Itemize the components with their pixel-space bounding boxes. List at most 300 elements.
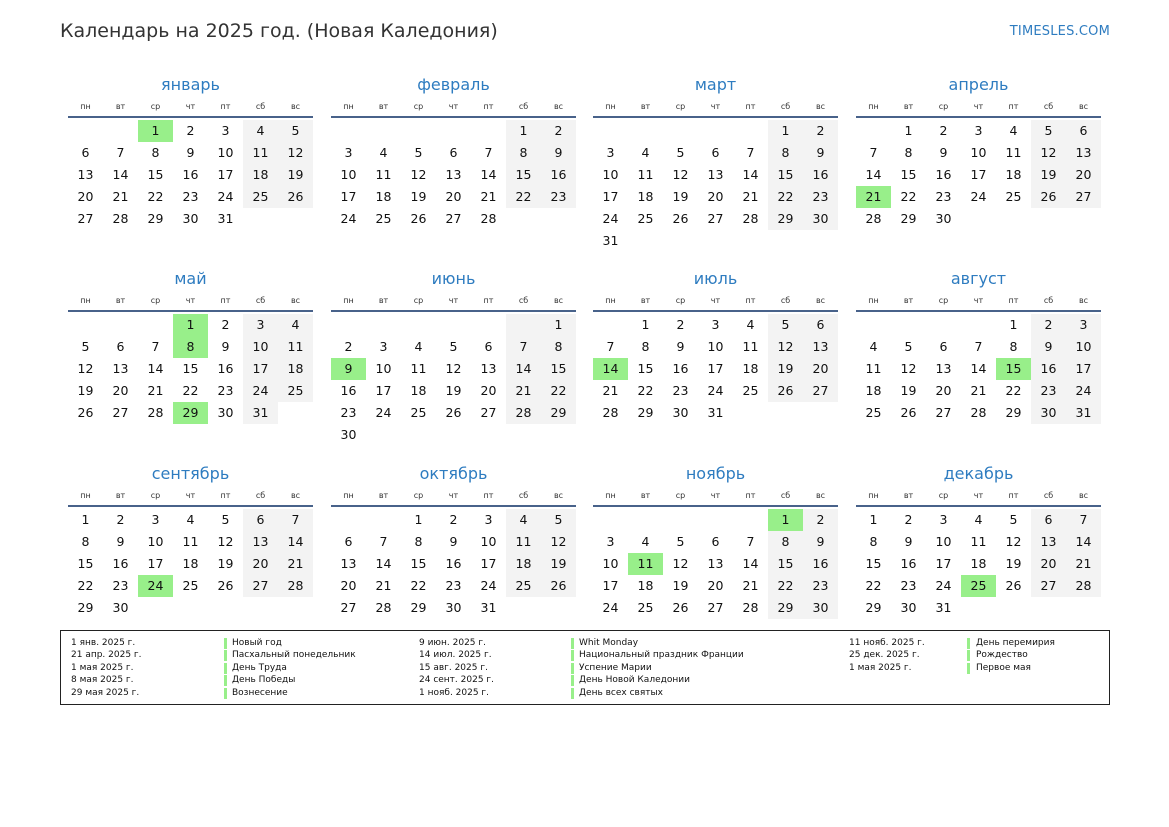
day-cell[interactable]: 12 [77, 361, 94, 376]
day-cell[interactable]: 7 [606, 339, 615, 354]
day-cell[interactable]: 13 [445, 167, 462, 182]
day-cell[interactable]: 23 [182, 189, 199, 204]
day-cell[interactable]: 14 [742, 167, 759, 182]
day-cell[interactable]: 17 [602, 578, 619, 593]
day-cell[interactable]: 16 [445, 556, 462, 571]
day-cell[interactable]: 2 [344, 339, 353, 354]
day-cell[interactable]: 12 [541, 531, 576, 553]
day-cell[interactable]: 27 [707, 600, 724, 615]
day-cell[interactable]: 30 [900, 600, 917, 615]
day-cell[interactable]: 6 [449, 145, 458, 160]
day-cell[interactable]: 10 [935, 534, 952, 549]
day-cell[interactable]: 8 [414, 534, 423, 549]
day-cell[interactable]: 21 [112, 189, 129, 204]
day-cell[interactable]: 31 [243, 402, 278, 424]
day-cell[interactable]: 20 [803, 358, 838, 380]
day-cell[interactable]: 24 [340, 211, 357, 226]
day-cell[interactable]: 18 [742, 361, 759, 376]
day-cell[interactable]: 28 [112, 211, 129, 226]
day-cell[interactable]: 16 [672, 361, 689, 376]
day-cell[interactable]: 9 [803, 531, 838, 553]
day-cell[interactable]: 2 [803, 120, 838, 142]
day-cell[interactable]: 25 [742, 383, 759, 398]
holiday-day-cell[interactable]: 21 [856, 186, 891, 208]
day-cell[interactable]: 24 [970, 189, 987, 204]
day-cell[interactable]: 4 [379, 145, 388, 160]
day-cell[interactable]: 2 [116, 512, 125, 527]
day-cell[interactable]: 18 [637, 189, 654, 204]
day-cell[interactable]: 3 [939, 512, 948, 527]
day-cell[interactable]: 11 [278, 336, 313, 358]
day-cell[interactable]: 6 [803, 314, 838, 336]
day-cell[interactable]: 12 [278, 142, 313, 164]
day-cell[interactable]: 24 [707, 383, 724, 398]
day-cell[interactable]: 14 [506, 358, 541, 380]
day-cell[interactable]: 13 [1031, 531, 1066, 553]
day-cell[interactable]: 3 [606, 145, 615, 160]
holiday-day-cell[interactable]: 11 [628, 553, 663, 575]
day-cell[interactable]: 21 [480, 189, 497, 204]
day-cell[interactable]: 14 [112, 167, 129, 182]
day-cell[interactable]: 25 [637, 211, 654, 226]
day-cell[interactable]: 3 [379, 339, 388, 354]
day-cell[interactable]: 19 [672, 189, 689, 204]
day-cell[interactable]: 29 [637, 405, 654, 420]
day-cell[interactable]: 19 [410, 189, 427, 204]
day-cell[interactable]: 6 [711, 145, 720, 160]
day-cell[interactable]: 3 [974, 123, 983, 138]
day-cell[interactable]: 3 [243, 314, 278, 336]
day-cell[interactable]: 9 [449, 534, 458, 549]
day-cell[interactable]: 22 [77, 578, 94, 593]
day-cell[interactable]: 22 [1005, 383, 1022, 398]
day-cell[interactable]: 16 [900, 556, 917, 571]
day-cell[interactable]: 21 [506, 380, 541, 402]
day-cell[interactable]: 3 [151, 512, 160, 527]
day-cell[interactable]: 31 [480, 600, 497, 615]
day-cell[interactable]: 4 [746, 317, 755, 332]
day-cell[interactable]: 28 [480, 211, 497, 226]
day-cell[interactable]: 12 [672, 167, 689, 182]
day-cell[interactable]: 4 [1009, 123, 1018, 138]
day-cell[interactable]: 12 [900, 361, 917, 376]
day-cell[interactable]: 8 [904, 145, 913, 160]
day-cell[interactable]: 25 [243, 186, 278, 208]
day-cell[interactable]: 13 [77, 167, 94, 182]
day-cell[interactable]: 26 [410, 211, 427, 226]
day-cell[interactable]: 27 [707, 211, 724, 226]
day-cell[interactable]: 26 [77, 405, 94, 420]
day-cell[interactable]: 5 [414, 145, 423, 160]
day-cell[interactable]: 3 [606, 534, 615, 549]
day-cell[interactable]: 29 [77, 600, 94, 615]
day-cell[interactable]: 12 [672, 556, 689, 571]
day-cell[interactable]: 17 [217, 167, 234, 182]
day-cell[interactable]: 11 [506, 531, 541, 553]
day-cell[interactable]: 18 [637, 578, 654, 593]
day-cell[interactable]: 13 [340, 556, 357, 571]
day-cell[interactable]: 30 [1031, 402, 1066, 424]
day-cell[interactable]: 10 [217, 145, 234, 160]
day-cell[interactable]: 26 [900, 405, 917, 420]
day-cell[interactable]: 14 [375, 556, 392, 571]
day-cell[interactable]: 30 [217, 405, 234, 420]
day-cell[interactable]: 11 [970, 534, 987, 549]
day-cell[interactable]: 25 [375, 211, 392, 226]
day-cell[interactable]: 29 [410, 600, 427, 615]
day-cell[interactable]: 5 [221, 512, 230, 527]
day-cell[interactable]: 10 [340, 167, 357, 182]
day-cell[interactable]: 22 [637, 383, 654, 398]
day-cell[interactable]: 19 [1031, 164, 1066, 186]
day-cell[interactable]: 3 [344, 145, 353, 160]
day-cell[interactable]: 9 [803, 142, 838, 164]
day-cell[interactable]: 5 [81, 339, 90, 354]
day-cell[interactable]: 7 [869, 145, 878, 160]
day-cell[interactable]: 29 [768, 597, 803, 619]
day-cell[interactable]: 10 [480, 534, 497, 549]
day-cell[interactable]: 1 [904, 123, 913, 138]
day-cell[interactable]: 17 [147, 556, 164, 571]
day-cell[interactable]: 4 [641, 145, 650, 160]
day-cell[interactable]: 4 [974, 512, 983, 527]
day-cell[interactable]: 9 [904, 534, 913, 549]
day-cell[interactable]: 6 [116, 339, 125, 354]
day-cell[interactable]: 30 [182, 211, 199, 226]
day-cell[interactable]: 25 [506, 575, 541, 597]
day-cell[interactable]: 20 [112, 383, 129, 398]
day-cell[interactable]: 28 [375, 600, 392, 615]
day-cell[interactable]: 20 [445, 189, 462, 204]
day-cell[interactable]: 13 [707, 556, 724, 571]
day-cell[interactable]: 8 [541, 336, 576, 358]
day-cell[interactable]: 4 [506, 509, 541, 531]
day-cell[interactable]: 15 [182, 361, 199, 376]
day-cell[interactable]: 2 [221, 317, 230, 332]
day-cell[interactable]: 12 [217, 534, 234, 549]
day-cell[interactable]: 1 [414, 512, 423, 527]
day-cell[interactable]: 22 [865, 578, 882, 593]
day-cell[interactable]: 10 [602, 556, 619, 571]
day-cell[interactable]: 2 [449, 512, 458, 527]
day-cell[interactable]: 16 [803, 553, 838, 575]
day-cell[interactable]: 19 [217, 556, 234, 571]
day-cell[interactable]: 14 [865, 167, 882, 182]
day-cell[interactable]: 27 [340, 600, 357, 615]
day-cell[interactable]: 23 [217, 383, 234, 398]
day-cell[interactable]: 18 [243, 164, 278, 186]
day-cell[interactable]: 9 [221, 339, 230, 354]
day-cell[interactable]: 27 [77, 211, 94, 226]
day-cell[interactable]: 13 [1066, 142, 1101, 164]
day-cell[interactable]: 18 [375, 189, 392, 204]
day-cell[interactable]: 4 [869, 339, 878, 354]
day-cell[interactable]: 19 [445, 383, 462, 398]
day-cell[interactable]: 26 [1005, 578, 1022, 593]
day-cell[interactable]: 10 [970, 145, 987, 160]
day-cell[interactable]: 18 [506, 553, 541, 575]
day-cell[interactable]: 8 [869, 534, 878, 549]
day-cell[interactable]: 26 [672, 211, 689, 226]
day-cell[interactable]: 20 [935, 383, 952, 398]
day-cell[interactable]: 30 [340, 427, 357, 442]
day-cell[interactable]: 22 [506, 186, 541, 208]
day-cell[interactable]: 29 [900, 211, 917, 226]
day-cell[interactable]: 8 [768, 531, 803, 553]
day-cell[interactable]: 27 [935, 405, 952, 420]
day-cell[interactable]: 8 [1009, 339, 1018, 354]
day-cell[interactable]: 15 [768, 164, 803, 186]
day-cell[interactable]: 7 [974, 339, 983, 354]
day-cell[interactable]: 24 [602, 211, 619, 226]
day-cell[interactable]: 9 [186, 145, 195, 160]
day-cell[interactable]: 27 [803, 380, 838, 402]
day-cell[interactable]: 21 [970, 383, 987, 398]
day-cell[interactable]: 20 [480, 383, 497, 398]
day-cell[interactable]: 20 [1031, 553, 1066, 575]
day-cell[interactable]: 5 [1009, 512, 1018, 527]
day-cell[interactable]: 4 [278, 314, 313, 336]
day-cell[interactable]: 10 [707, 339, 724, 354]
day-cell[interactable]: 20 [340, 578, 357, 593]
day-cell[interactable]: 12 [410, 167, 427, 182]
day-cell[interactable]: 15 [506, 164, 541, 186]
day-cell[interactable]: 29 [541, 402, 576, 424]
day-cell[interactable]: 13 [243, 531, 278, 553]
day-cell[interactable]: 16 [217, 361, 234, 376]
holiday-day-cell[interactable]: 25 [961, 575, 996, 597]
day-cell[interactable]: 24 [375, 405, 392, 420]
day-cell[interactable]: 1 [506, 120, 541, 142]
day-cell[interactable]: 7 [1066, 509, 1101, 531]
day-cell[interactable]: 16 [340, 383, 357, 398]
day-cell[interactable]: 8 [151, 145, 160, 160]
day-cell[interactable]: 18 [1005, 167, 1022, 182]
day-cell[interactable]: 2 [939, 123, 948, 138]
day-cell[interactable]: 9 [541, 142, 576, 164]
day-cell[interactable]: 15 [637, 361, 654, 376]
day-cell[interactable]: 30 [672, 405, 689, 420]
day-cell[interactable]: 19 [900, 383, 917, 398]
day-cell[interactable]: 12 [768, 336, 803, 358]
day-cell[interactable]: 22 [768, 575, 803, 597]
day-cell[interactable]: 1 [869, 512, 878, 527]
day-cell[interactable]: 9 [116, 534, 125, 549]
day-cell[interactable]: 14 [480, 167, 497, 182]
day-cell[interactable]: 15 [147, 167, 164, 182]
day-cell[interactable]: 24 [480, 578, 497, 593]
day-cell[interactable]: 30 [803, 597, 838, 619]
day-cell[interactable]: 21 [602, 383, 619, 398]
day-cell[interactable]: 17 [935, 556, 952, 571]
day-cell[interactable]: 23 [340, 405, 357, 420]
day-cell[interactable]: 7 [746, 534, 755, 549]
day-cell[interactable]: 14 [278, 531, 313, 553]
day-cell[interactable]: 21 [742, 189, 759, 204]
day-cell[interactable]: 15 [77, 556, 94, 571]
day-cell[interactable]: 23 [112, 578, 129, 593]
day-cell[interactable]: 21 [278, 553, 313, 575]
day-cell[interactable]: 19 [768, 358, 803, 380]
day-cell[interactable]: 7 [278, 509, 313, 531]
day-cell[interactable]: 26 [278, 186, 313, 208]
day-cell[interactable]: 20 [1066, 164, 1101, 186]
holiday-day-cell[interactable]: 15 [996, 358, 1031, 380]
day-cell[interactable]: 16 [935, 167, 952, 182]
day-cell[interactable]: 25 [278, 380, 313, 402]
day-cell[interactable]: 5 [541, 509, 576, 531]
day-cell[interactable]: 6 [1031, 509, 1066, 531]
day-cell[interactable]: 19 [1005, 556, 1022, 571]
day-cell[interactable]: 1 [641, 317, 650, 332]
day-cell[interactable]: 19 [541, 553, 576, 575]
day-cell[interactable]: 16 [182, 167, 199, 182]
day-cell[interactable]: 18 [970, 556, 987, 571]
day-cell[interactable]: 4 [641, 534, 650, 549]
day-cell[interactable]: 14 [970, 361, 987, 376]
day-cell[interactable]: 14 [1066, 531, 1101, 553]
day-cell[interactable]: 2 [904, 512, 913, 527]
day-cell[interactable]: 19 [77, 383, 94, 398]
day-cell[interactable]: 28 [970, 405, 987, 420]
day-cell[interactable]: 13 [707, 167, 724, 182]
day-cell[interactable]: 3 [484, 512, 493, 527]
day-cell[interactable]: 1 [768, 120, 803, 142]
day-cell[interactable]: 13 [112, 361, 129, 376]
day-cell[interactable]: 6 [484, 339, 493, 354]
holiday-day-cell[interactable]: 1 [138, 120, 173, 142]
day-cell[interactable]: 22 [410, 578, 427, 593]
day-cell[interactable]: 15 [541, 358, 576, 380]
day-cell[interactable]: 22 [147, 189, 164, 204]
day-cell[interactable]: 23 [445, 578, 462, 593]
day-cell[interactable]: 29 [147, 211, 164, 226]
day-cell[interactable]: 20 [707, 578, 724, 593]
day-cell[interactable]: 26 [768, 380, 803, 402]
day-cell[interactable]: 10 [243, 336, 278, 358]
day-cell[interactable]: 8 [768, 142, 803, 164]
day-cell[interactable]: 16 [541, 164, 576, 186]
day-cell[interactable]: 1 [1009, 317, 1018, 332]
day-cell[interactable]: 23 [935, 189, 952, 204]
day-cell[interactable]: 28 [506, 402, 541, 424]
day-cell[interactable]: 1 [81, 512, 90, 527]
day-cell[interactable]: 11 [865, 361, 882, 376]
day-cell[interactable]: 25 [182, 578, 199, 593]
day-cell[interactable]: 26 [541, 575, 576, 597]
day-cell[interactable]: 7 [506, 336, 541, 358]
day-cell[interactable]: 1 [541, 314, 576, 336]
day-cell[interactable]: 27 [480, 405, 497, 420]
day-cell[interactable]: 6 [711, 534, 720, 549]
day-cell[interactable]: 16 [803, 164, 838, 186]
day-cell[interactable]: 3 [711, 317, 720, 332]
day-cell[interactable]: 30 [445, 600, 462, 615]
day-cell[interactable]: 18 [278, 358, 313, 380]
day-cell[interactable]: 5 [904, 339, 913, 354]
day-cell[interactable]: 17 [707, 361, 724, 376]
day-cell[interactable]: 6 [344, 534, 353, 549]
day-cell[interactable]: 17 [602, 189, 619, 204]
holiday-day-cell[interactable]: 29 [173, 402, 208, 424]
day-cell[interactable]: 11 [243, 142, 278, 164]
day-cell[interactable]: 7 [379, 534, 388, 549]
day-cell[interactable]: 22 [541, 380, 576, 402]
day-cell[interactable]: 24 [243, 380, 278, 402]
day-cell[interactable]: 22 [182, 383, 199, 398]
day-cell[interactable]: 5 [676, 534, 685, 549]
day-cell[interactable]: 20 [243, 553, 278, 575]
day-cell[interactable]: 21 [147, 383, 164, 398]
day-cell[interactable]: 14 [147, 361, 164, 376]
day-cell[interactable]: 5 [1031, 120, 1066, 142]
day-cell[interactable]: 25 [637, 600, 654, 615]
day-cell[interactable]: 22 [900, 189, 917, 204]
day-cell[interactable]: 10 [147, 534, 164, 549]
day-cell[interactable]: 23 [900, 578, 917, 593]
holiday-day-cell[interactable]: 14 [593, 358, 628, 380]
day-cell[interactable]: 28 [602, 405, 619, 420]
day-cell[interactable]: 19 [278, 164, 313, 186]
day-cell[interactable]: 5 [278, 120, 313, 142]
day-cell[interactable]: 30 [112, 600, 129, 615]
day-cell[interactable]: 3 [1066, 314, 1101, 336]
day-cell[interactable]: 27 [1066, 186, 1101, 208]
day-cell[interactable]: 23 [803, 186, 838, 208]
day-cell[interactable]: 31 [602, 233, 619, 248]
day-cell[interactable]: 27 [243, 575, 278, 597]
day-cell[interactable]: 18 [865, 383, 882, 398]
day-cell[interactable]: 23 [672, 383, 689, 398]
day-cell[interactable]: 4 [243, 120, 278, 142]
day-cell[interactable]: 30 [935, 211, 952, 226]
day-cell[interactable]: 31 [217, 211, 234, 226]
day-cell[interactable]: 5 [449, 339, 458, 354]
day-cell[interactable]: 16 [112, 556, 129, 571]
day-cell[interactable]: 21 [375, 578, 392, 593]
day-cell[interactable]: 15 [410, 556, 427, 571]
day-cell[interactable]: 26 [445, 405, 462, 420]
day-cell[interactable]: 7 [746, 145, 755, 160]
day-cell[interactable]: 12 [1005, 534, 1022, 549]
day-cell[interactable]: 11 [1005, 145, 1022, 160]
day-cell[interactable]: 23 [803, 575, 838, 597]
day-cell[interactable]: 17 [375, 383, 392, 398]
day-cell[interactable]: 31 [1066, 402, 1101, 424]
day-cell[interactable]: 20 [707, 189, 724, 204]
holiday-day-cell[interactable]: 24 [138, 575, 173, 597]
day-cell[interactable]: 4 [414, 339, 423, 354]
day-cell[interactable]: 27 [445, 211, 462, 226]
day-cell[interactable]: 11 [637, 167, 654, 182]
day-cell[interactable]: 4 [186, 512, 195, 527]
holiday-day-cell[interactable]: 1 [173, 314, 208, 336]
day-cell[interactable]: 28 [865, 211, 882, 226]
day-cell[interactable]: 8 [81, 534, 90, 549]
day-cell[interactable]: 6 [81, 145, 90, 160]
day-cell[interactable]: 27 [1031, 575, 1066, 597]
day-cell[interactable]: 9 [1031, 336, 1066, 358]
day-cell[interactable]: 23 [1031, 380, 1066, 402]
day-cell[interactable]: 24 [1066, 380, 1101, 402]
day-cell[interactable]: 17 [243, 358, 278, 380]
day-cell[interactable]: 28 [147, 405, 164, 420]
day-cell[interactable]: 5 [768, 314, 803, 336]
day-cell[interactable]: 17 [970, 167, 987, 182]
day-cell[interactable]: 19 [672, 578, 689, 593]
day-cell[interactable]: 26 [672, 600, 689, 615]
day-cell[interactable]: 29 [768, 208, 803, 230]
